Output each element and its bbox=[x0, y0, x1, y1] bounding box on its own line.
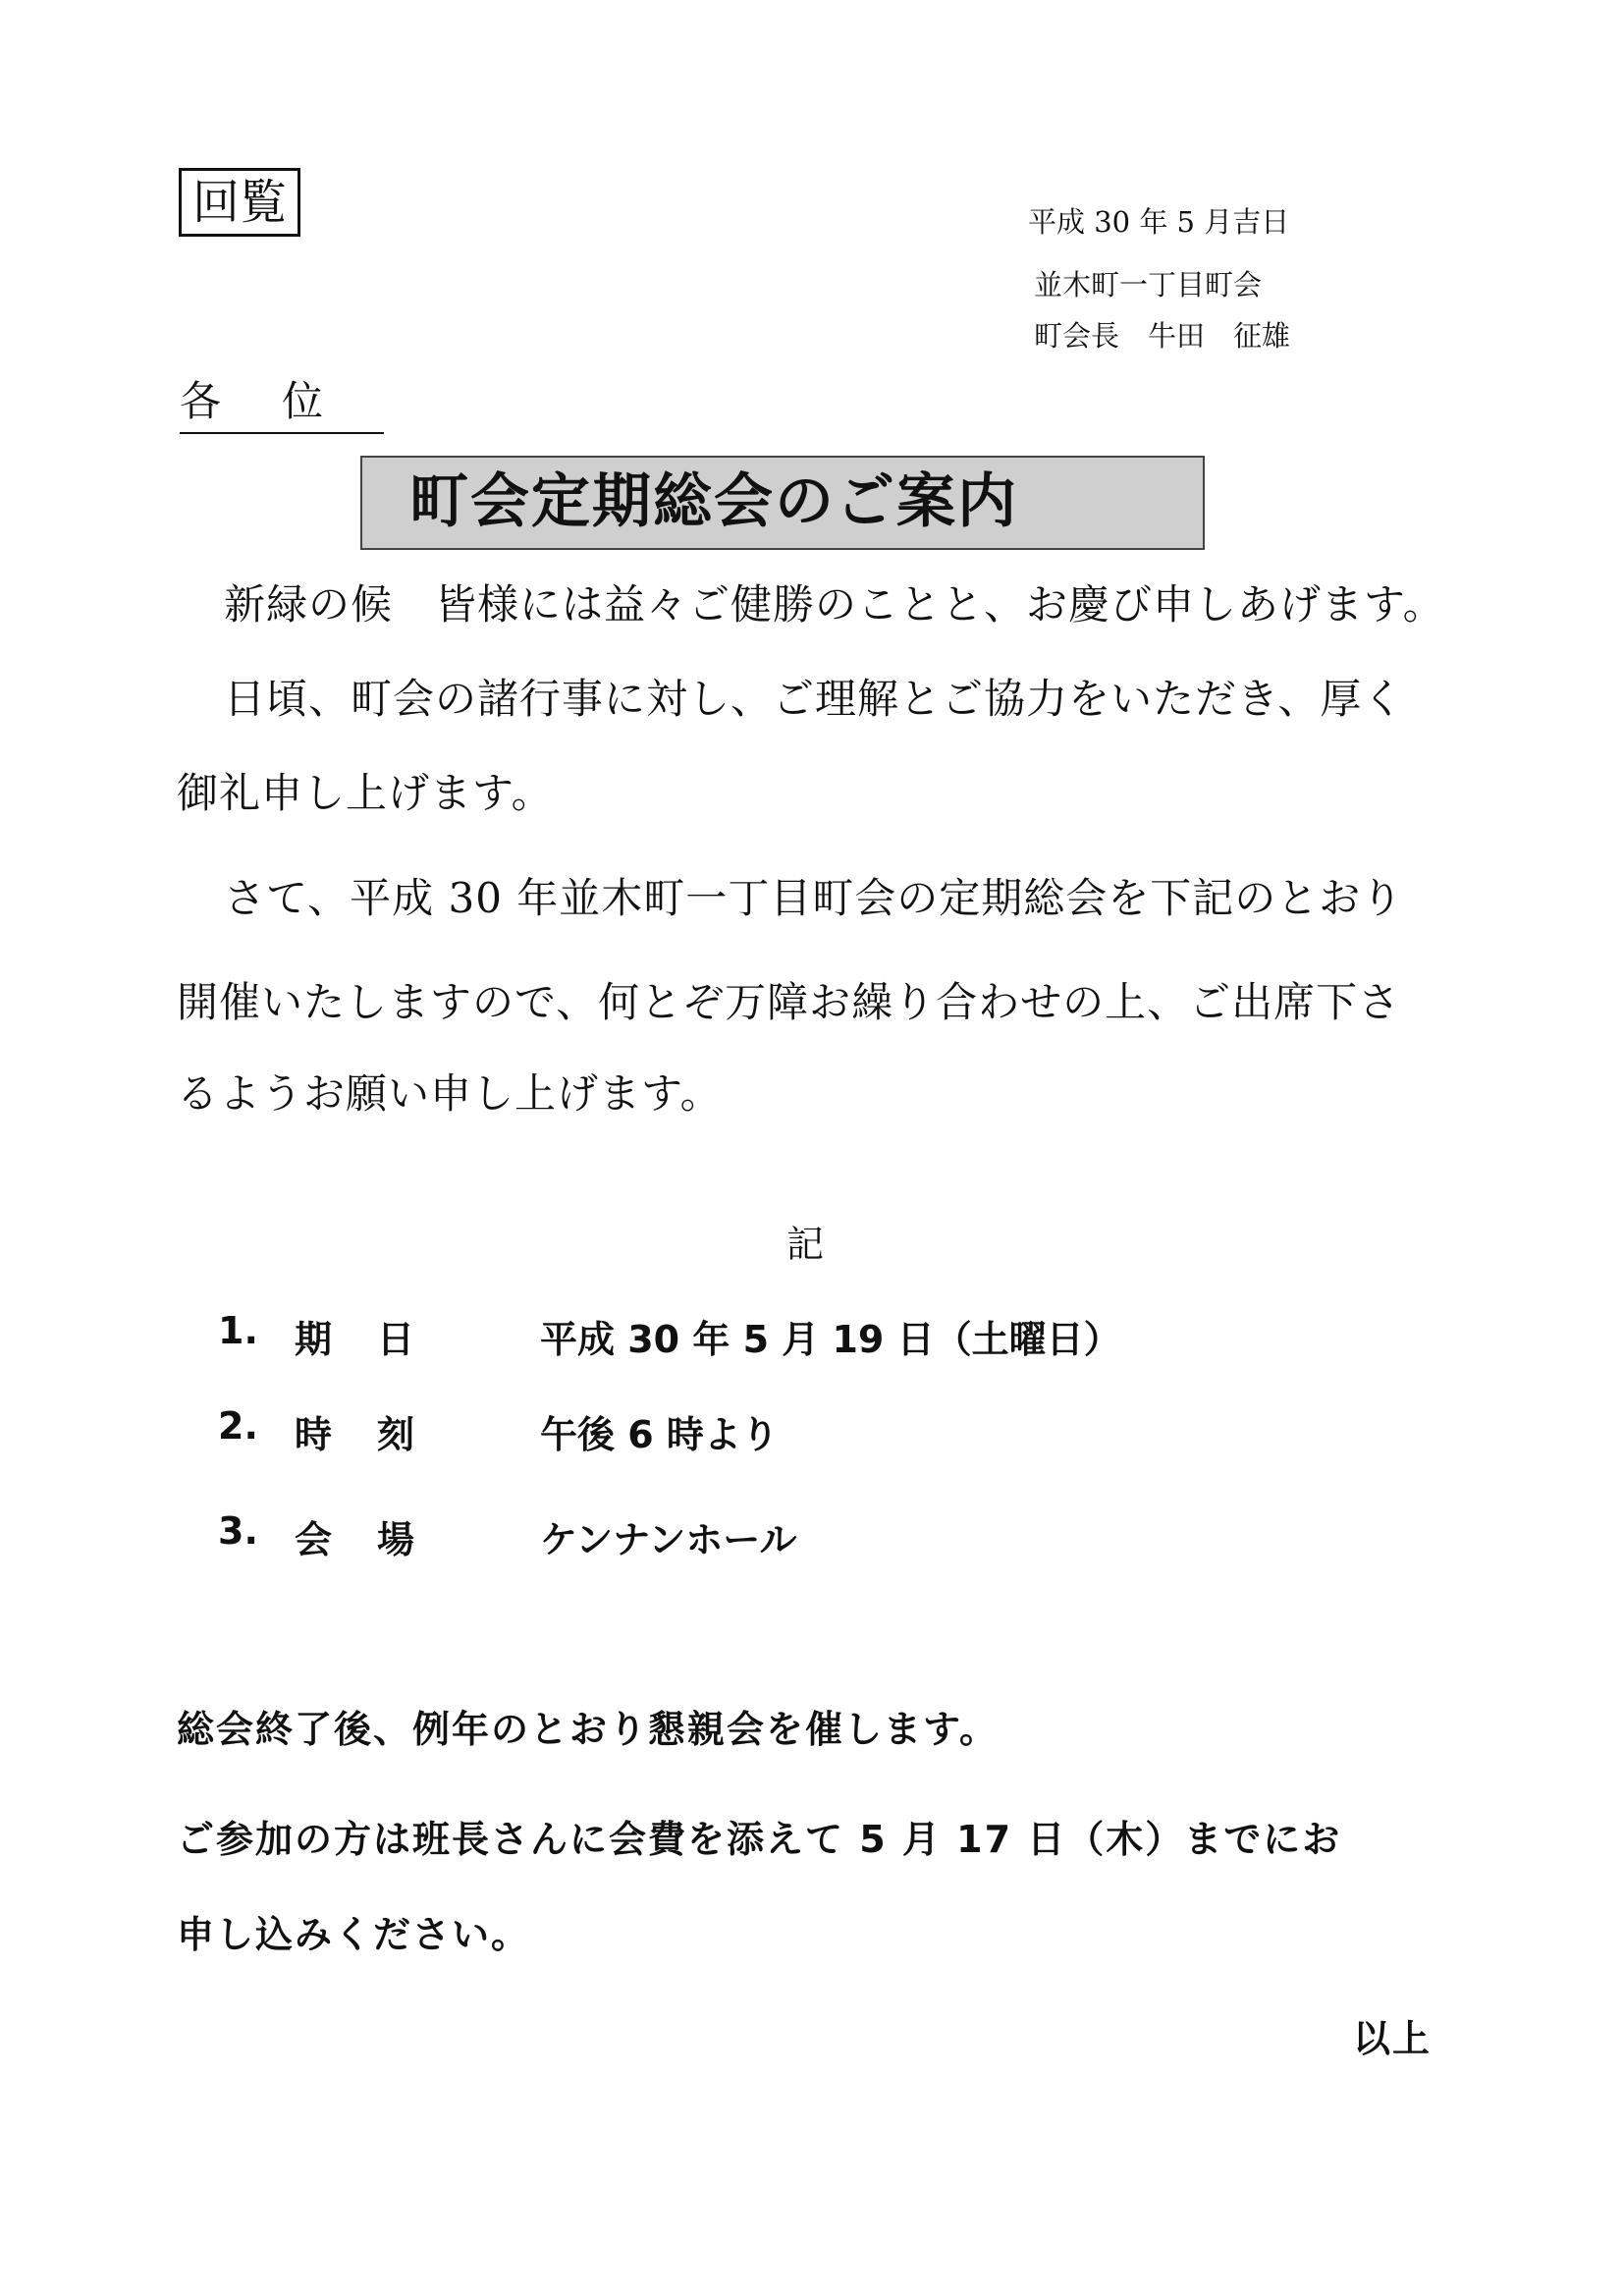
body-line: さて、平成 30 年並木町一丁目町会の定期総会を下記のとおり bbox=[224, 874, 1404, 922]
item-number: 2. bbox=[218, 1404, 258, 1448]
item-number: 3. bbox=[218, 1509, 258, 1553]
item-value-venue: ケンナンホール bbox=[540, 1518, 797, 1561]
body-line: 新緑の候 皆様には益々ご健勝のことと、お慶び申しあげます。 bbox=[224, 580, 1445, 629]
document-title: 町会定期総会のご案内 bbox=[360, 456, 1205, 550]
association-leader: 町会長 牛田 征雄 bbox=[1034, 319, 1291, 353]
item-label-date: 期日 bbox=[295, 1318, 460, 1361]
ki-heading: 記 bbox=[786, 1223, 825, 1266]
salutation: 各位 bbox=[180, 369, 384, 434]
note-line: ご参加の方は班長さんに会費を添えて 5 月 17 日（木）までにお bbox=[177, 1818, 1342, 1861]
item-label-time: 時刻 bbox=[295, 1413, 460, 1456]
item-number: 1. bbox=[218, 1309, 258, 1352]
circulation-stamp: 回覧 bbox=[179, 168, 300, 237]
note-line: 申し込みください。 bbox=[177, 1913, 531, 1956]
body-line: 開催いたしますので、何とぞ万障お繰り合わせの上、ご出席下さ bbox=[177, 978, 1401, 1026]
note-line: 総会終了後、例年のとおり懇親会を催します。 bbox=[177, 1708, 999, 1751]
body-line: 御礼申し上げます。 bbox=[177, 769, 554, 817]
body-line: 日頃、町会の諸行事に対し、ご理解とご協力をいただき、厚く bbox=[224, 675, 1405, 723]
item-label-venue: 会場 bbox=[295, 1518, 460, 1561]
issue-date: 平成 30 年 5 月吉日 bbox=[1028, 205, 1290, 239]
item-value-date: 平成 30 年 5 月 19 日（土曜日） bbox=[540, 1318, 1121, 1361]
closing-mark: 以上 bbox=[1353, 2017, 1433, 2060]
body-line: るようお願い申し上げます。 bbox=[177, 1069, 723, 1118]
association-name: 並木町一丁目町会 bbox=[1034, 268, 1263, 301]
item-value-time: 午後 6 時より bbox=[540, 1413, 779, 1456]
